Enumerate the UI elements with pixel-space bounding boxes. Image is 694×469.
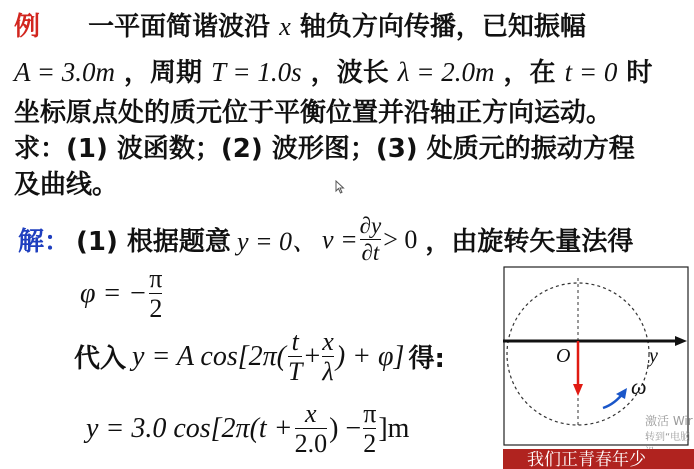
amplitude-value: A = 3.0m: [14, 57, 115, 87]
final-frac-x: x: [305, 399, 317, 428]
final-two: 2: [363, 429, 377, 459]
final-mid: ) −: [329, 412, 362, 444]
omega-label: ω: [631, 374, 647, 399]
final-pi: π: [363, 399, 377, 428]
axis-label: y: [649, 345, 658, 367]
frac-t: t: [291, 327, 299, 356]
plus-sign: +: [304, 340, 321, 372]
solution-label: 解：: [18, 227, 71, 258]
time-prefix: ，在: [503, 58, 556, 88]
wave-function-lhs: y = A cos[2π(: [132, 340, 287, 372]
wavelength-value: λ = 2.0m: [397, 57, 495, 87]
activation-watermark-sub: 转到“电脑: [645, 432, 691, 443]
final-frac-den: 2.0: [294, 429, 328, 459]
substitution-line: [74, 328, 445, 386]
frac-T: T: [288, 357, 303, 387]
problem-line-1: [14, 6, 586, 43]
mouse-cursor-icon: [335, 180, 345, 194]
origin-label: O: [556, 345, 571, 367]
wavelength-prefix: ，波长: [310, 58, 389, 88]
time-suffix: 时: [626, 58, 653, 88]
phase-two: 2: [149, 294, 163, 324]
problem-line-2: [14, 52, 652, 89]
greater-than-zero: > 0: [383, 224, 418, 254]
problem-line-5: 及曲线。: [14, 170, 119, 200]
wave-function-rhs: ) + φ]: [335, 340, 405, 372]
phase-lhs: φ = −: [80, 277, 148, 309]
t-over-T: [288, 328, 302, 386]
solution-step-1: (1) 根据题意: [76, 227, 231, 258]
period-prefix: ，周期: [124, 58, 203, 88]
x-over-lambda: [322, 328, 334, 386]
x-over-2: [295, 400, 328, 458]
var-x: x: [279, 12, 291, 41]
final-lhs: y = 3.0 cos[2π(t +: [86, 412, 293, 444]
condition-y: y = 0、: [236, 227, 319, 257]
frac-lambda: λ: [322, 357, 334, 387]
problem-line-3: 坐标原点处的质元位于平衡位置并沿轴正方向运动。: [14, 98, 613, 128]
phase-pi: π: [149, 264, 163, 293]
problem-text-1: 一平面简谐波沿: [88, 12, 271, 42]
final-pi-over-2: [363, 400, 376, 458]
time-value: t = 0: [564, 57, 618, 87]
condition-v: v =: [322, 224, 358, 254]
bottom-banner: 我们正青春年少: [503, 449, 694, 469]
partial-numerator: ∂y: [359, 213, 382, 238]
solution-line-1: [18, 214, 633, 265]
activation-watermark: 激活 Wir: [645, 414, 693, 428]
partial-denominator: ∂t: [361, 240, 380, 266]
problem-text-1-tail: 轴负方向传播，已知振幅: [299, 12, 586, 42]
period-value: T = 1.0s: [211, 57, 302, 87]
phase-equation: [80, 265, 164, 323]
final-wave-equation: [86, 400, 409, 458]
partial-derivative: [360, 214, 382, 265]
de-label: 得:: [408, 344, 445, 375]
frac-x: x: [322, 327, 334, 356]
final-rhs: ]m: [378, 412, 410, 444]
method-text: ，由旋转矢量法得: [425, 227, 634, 258]
problem-line-4: 求：(1) 波函数；(2) 波形图；(3) 处质元的振动方程: [14, 134, 635, 164]
example-label: 例: [14, 12, 41, 42]
phase-fraction: [149, 265, 162, 323]
substitute-label: 代入: [74, 344, 127, 375]
